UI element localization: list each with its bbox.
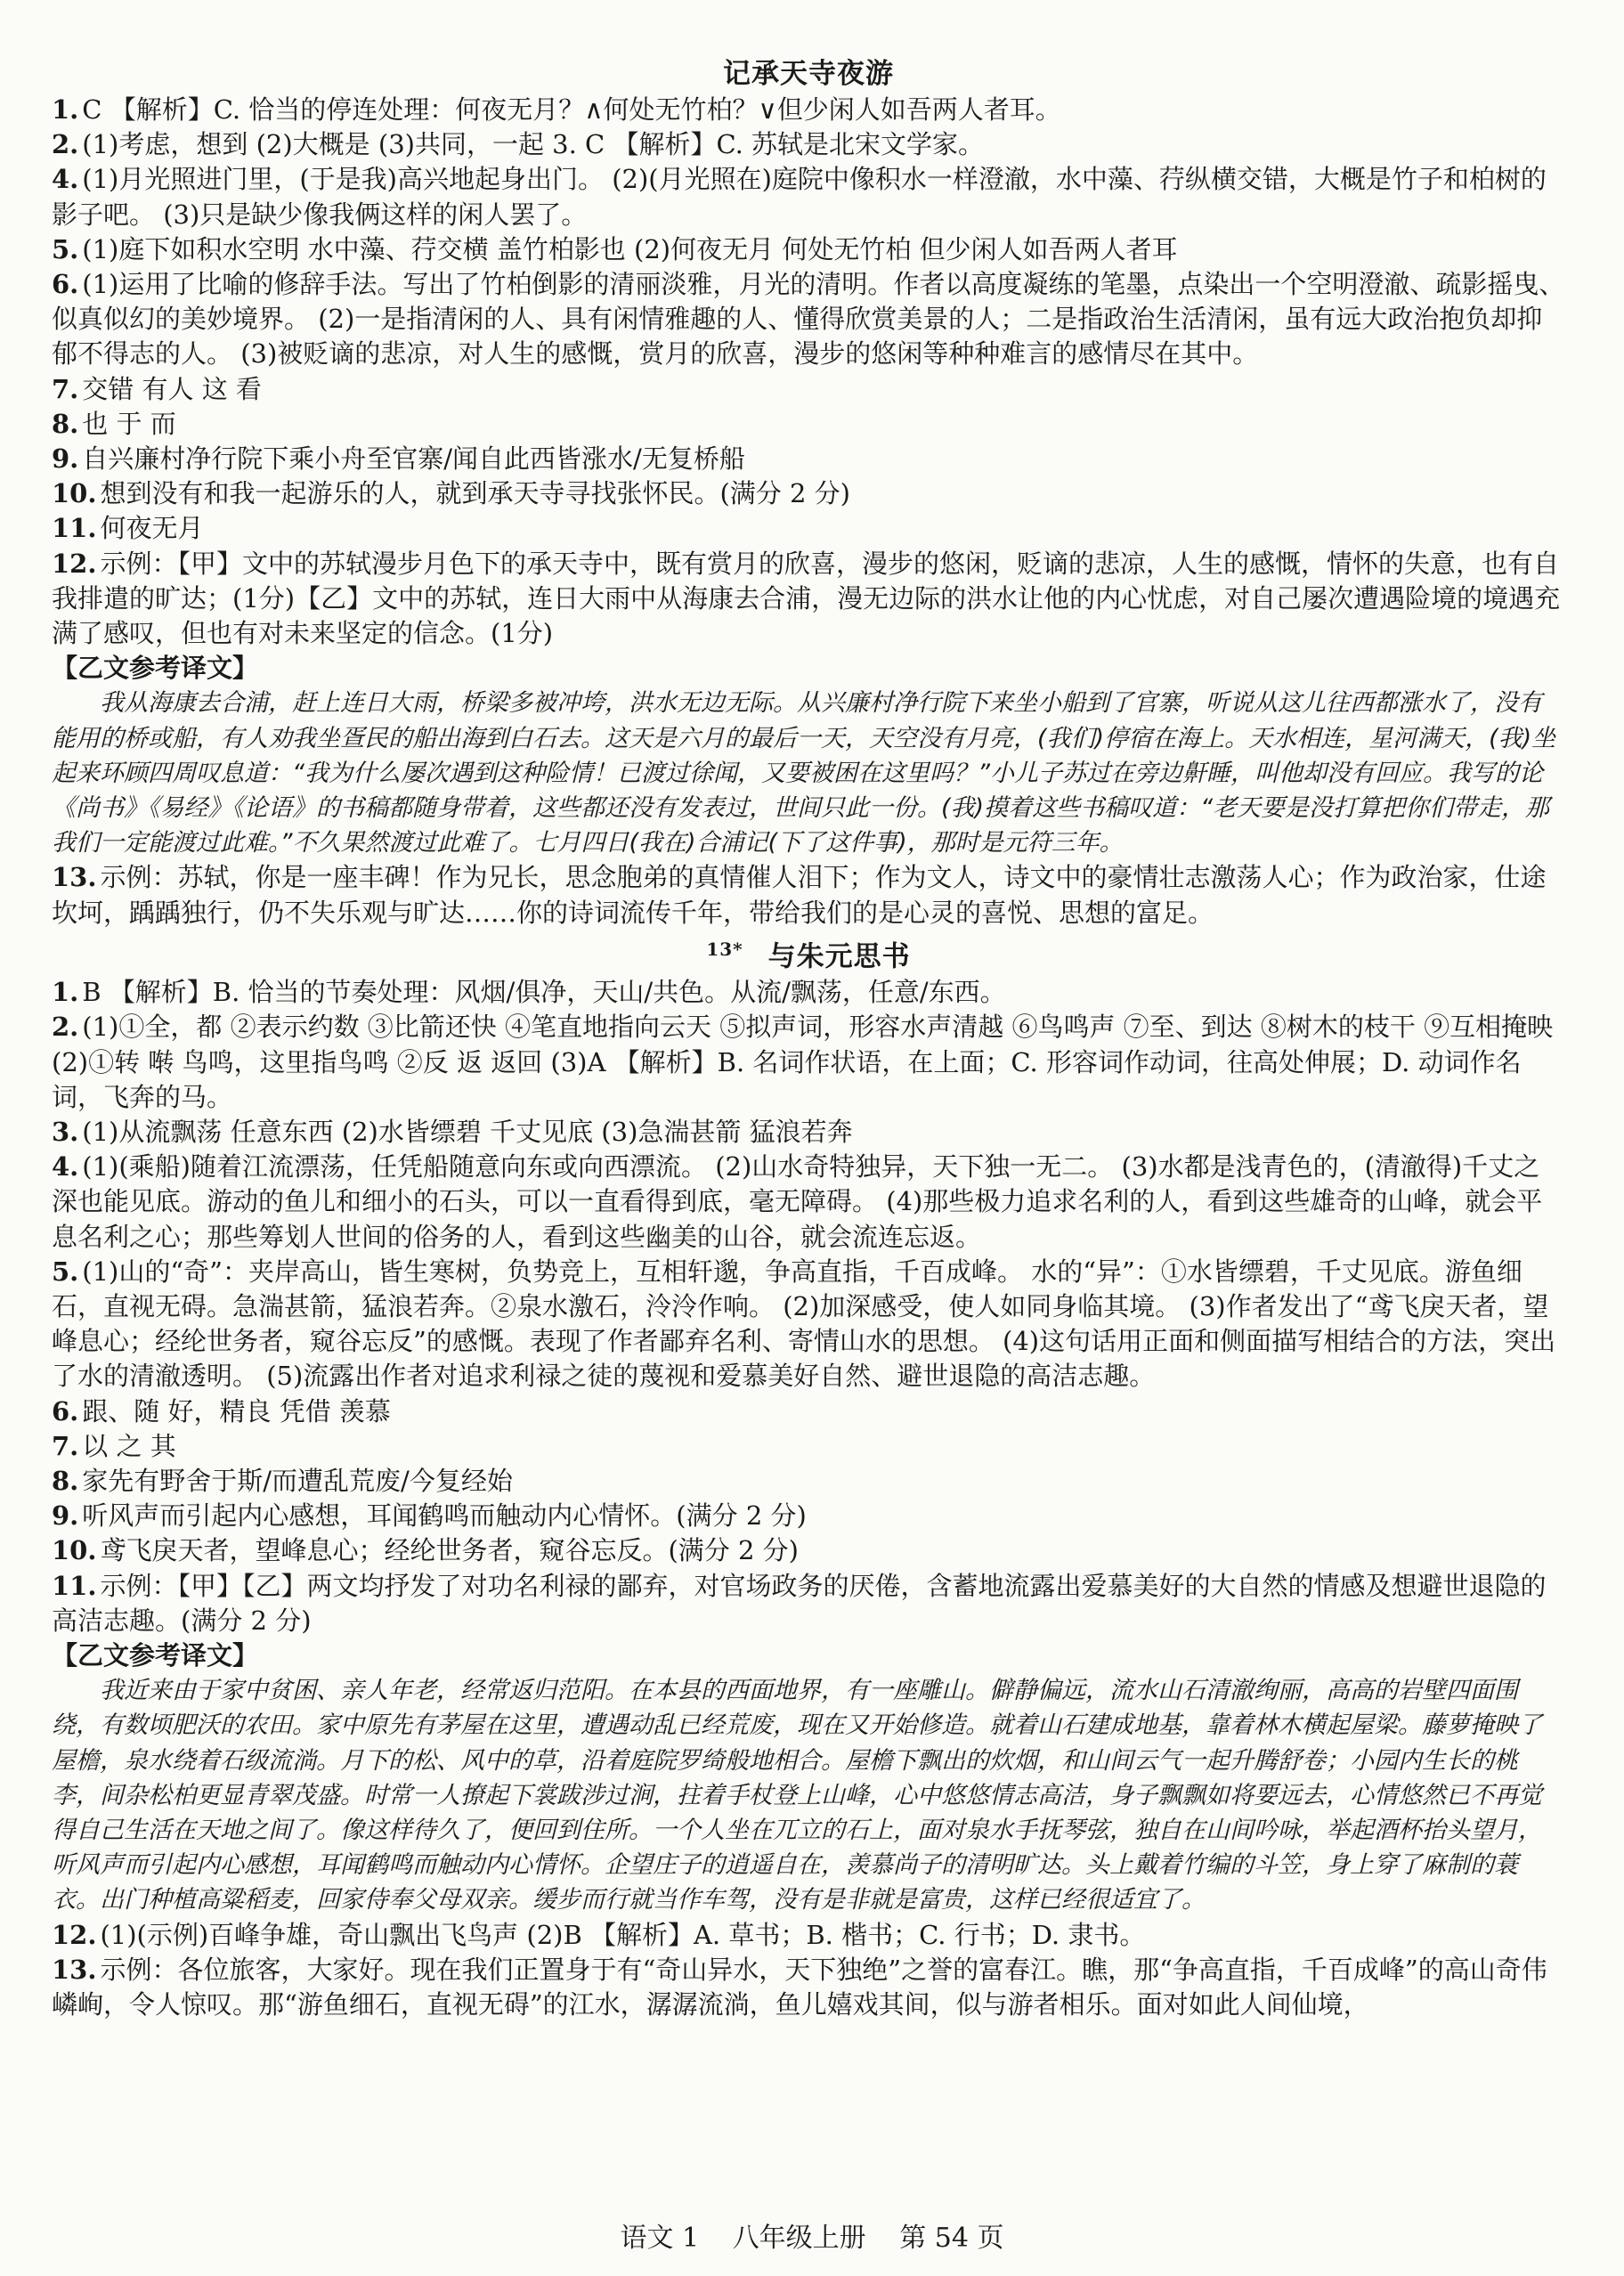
lesson-number: 13* bbox=[706, 938, 743, 960]
answer-item: 13. 示例：各位旅客，大家好。现在我们正置身于有“奇山异水，天下独绝”之誉的富春江。瞧，那“争高直指，千百成峰”的高山奇伟嶙峋，令人惊叹。那“游鱼细石，直视无碍”的江水，潺潺流淌，鱼儿嬉戏其间，似与游者相乐。面对如此人间仙境， bbox=[52, 1954, 1547, 2020]
answer-item: 2. (1)①全，都 ②表示约数 ③比箭还快 ④笔直地指向云天 ⑤拟声词，形容水声清越 ⑥鸟鸣声 ⑦至、到达 ⑧树木的枝干 ⑨互相掩映 (2)①转 啭 鸟鸣，这里指鸟鸣 ②反 返 返回 (3)A 【解析】B. 名词作状语，在上面；C. 形容词作动词，往高处伸展；D. 动词作名词，飞奔的马。 bbox=[52, 1012, 1554, 1112]
answer-item: 11. 何夜无月 bbox=[52, 513, 204, 544]
answer-item: 9. 听风声而引起内心感想，耳闻鹤鸣而触动内心情怀。(满分 2 分) bbox=[52, 1500, 807, 1532]
section-title: 记承天寺夜游 bbox=[723, 58, 894, 90]
answer-item: 2. (1)考虑，想到 (2)大概是 (3)共同，一起 3. C 【解析】C. 苏轼是北宋文学家。 bbox=[52, 129, 985, 160]
answer-item: 12. 示例：【甲】文中的苏轼漫步月色下的承天寺中，既有赏月的欣喜，漫步的悠闲，贬谪的悲凉，人生的感慨，情怀的失意，也有自我排遣的旷达；(1分)【乙】文中的苏轼，连日大雨中从海康去合浦，漫无边际的洪水让他的内心忧虑，对自己屡次遭遇险境的境遇充满了感叹，但也有对未来坚定的信念。(1分) bbox=[52, 548, 1561, 649]
answer-item: 1. C 【解析】C. 恰当的停连处理：何夜无月？∧何处无竹柏？∨但少闲人如吾两人者耳。 bbox=[52, 94, 1061, 125]
answer-list bbox=[52, 975, 1565, 1638]
translation-heading: 【乙文参考译文】 bbox=[52, 653, 259, 684]
answer-item: 6. (1)运用了比喻的修辞手法。写出了竹柏倒影的清丽淡雅，月光的清明。作者以高度凝练的笔墨，点染出一个空明澄澈、疏影摇曳、似真似幻的美妙境界。 (2)一是指清闲的人、具有闲情雅趣的人、懂得欣赏美景的人；二是指政治生活清闲，虽有远大政治抱负却抑郁不得志的人。 (3)被贬谪的悲凉，对人生的感慨，赏月的欣喜，漫步的悠闲等种种难言的感情尽在其中。 bbox=[52, 269, 1565, 370]
footer-page-number: 第 54 页 bbox=[899, 2223, 1004, 2254]
answer-item: 12. (1)(示例)百峰争雄，奇山飘出飞鸟声 (2)B 【解析】A. 草书；B. 楷书；C. 行书；D. 隶书。 bbox=[52, 1919, 1146, 1950]
translation-text: 我从海康去合浦，赶上连日大雨，桥梁多被冲垮，洪水无边无际。从兴廉村净行院下来坐小船到了官寨，听说从这儿往西都涨水了，没有能用的桥或船，有人劝我坐疍民的船出海到白石去。这天是六月的最后一天，天空没有月亮，(我们)停宿在海上。天水相连，星河满天，(我)坐起来环顾四周叹息道：“我为什么屡次遇到这种险情！已渡过徐闻，又要被困在这里吗？”小儿子苏过在旁边鼾睡，叫他却没有回应。我写的论《尚书》《易经》《论语》的书稿都随身带着，这些都还没有发表过，世间只此一份。(我)摸着这些书稿叹道：“老天要是没打算把你们带走，那我们一定能渡过此难。”不久果然渡过此难了。七月四日(我在)合浦记(下了这件事)，那时是元符三年。 bbox=[52, 689, 1556, 858]
answer-item: 10. 想到没有和我一起游乐的人，就到承天寺寻找张怀民。(满分 2 分) bbox=[52, 478, 850, 509]
answer-item: 6. 跟、随 好，精良 凭借 羡慕 bbox=[52, 1395, 391, 1427]
section-title: $^{13*}$ 与朱元思书 bbox=[706, 938, 911, 973]
section-yu-zhu-yuan-si-shu bbox=[52, 931, 1565, 2022]
answer-item: 5. (1)山的“奇”：夹岸高山，皆生寒树，负势竞上，互相轩邈，争高直指，千百成峰。 水的“异”：①水皆缥碧，千丈见底。游鱼细石，直视无碍。急湍甚箭，猛浪若奔。②泉水激石，泠泠作响。 (2)加深感受，使人如同身临其境。 (3)作者发出了“鸢飞戾天者，望峰息心；经纶世务者，窥谷忘反”的感慨。表现了作者鄙弃名利、寄情山水的思想。 (4)这句话用正面和侧面描写相结合的方法，突出了水的清澈透明。 (5)流露出作者对追求利禄之徒的蔑视和爱慕美好自然、避世退隐的高洁志趣。 bbox=[52, 1256, 1556, 1392]
answer-item: 11. 示例：【甲】【乙】两文均抒发了对功名利禄的鄙弃，对官场政务的厌倦，含蓄地流露出爱慕美好的大自然的情感及想避世退隐的高洁志趣。(满分 2 分) bbox=[52, 1570, 1547, 1636]
answer-list bbox=[52, 93, 1565, 651]
section-ji-cheng-tian-si bbox=[52, 55, 1565, 931]
answer-item: 7. 以 之 其 bbox=[52, 1430, 176, 1461]
footer-grade: 八年级上册 bbox=[732, 2223, 866, 2254]
answer-item: 4. (1)月光照进门里，(于是我)高兴地起身出门。 (2)(月光照在)庭院中像积水一样澄澈，水中藻、荇纵横交错，大概是竹子和柏树的影子吧。 (3)只是缺少像我俩这样的闲人罢了。 bbox=[52, 164, 1547, 230]
translation-heading: 【乙文参考译文】 bbox=[52, 1640, 259, 1671]
page-footer bbox=[0, 2215, 1624, 2255]
translation-text: 我近来由于家中贫困、亲人年老，经常返归范阳。在本县的西面地界，有一座雕山。僻静偏远，流水山石清澈绚丽，高高的岩壁四面围绕，有数顷肥沃的农田。家中原先有茅屋在这里，遭遇动乱已经荒废，现在又开始修造。就着山石建成地基，靠着林木横起屋梁。藤萝掩映了屋檐，泉水绕着石级流淌。月下的松、风中的草，沿着庭院罗绮般地相合。屋檐下飘出的炊烟，和山间云气一起升腾舒卷；小园内生长的桃李，间杂松柏更显青翠茂盛。时常一人撩起下裳跋涉过涧，拄着手杖登上山峰，心中悠悠情志高洁，身子飘飘如将要远去，心情悠然已不再觉得自己生活在天地之间了。像这样待久了，便回到住所。一个人坐在兀立的石上，面对泉水手抚琴弦，独自在山间吟咏，举起酒杯抬头望月，听风声而引起内心感想，耳闻鹤鸣而触动内心情怀。企望庄子的逍遥自在，羡慕尚子的清明旷达。头上戴着竹编的斗笠，身上穿了麻制的蓑衣。出门种植高粱稻麦，回家侍奉父母双亲。缓步而行就当作车驾，没有是非就是富贵，这样已经很适宜了。 bbox=[52, 1677, 1542, 1914]
page-content bbox=[52, 55, 1565, 2022]
answer-item: 8. 也 于 而 bbox=[52, 408, 176, 439]
footer-subject: 语文 1 bbox=[620, 2223, 700, 2254]
answer-item: 1. B 【解析】B. 恰当的节奏处理：风烟/俱净，天山/共色。从流/飘荡，任意/东西。 bbox=[52, 977, 1006, 1008]
answer-item: 5. (1)庭下如积水空明 水中藻、荇交横 盖竹柏影也 (2)何夜无月 何处无竹柏 但少闲人如吾两人者耳 bbox=[52, 233, 1178, 264]
answer-item: 8. 家先有野舍于斯/而遭乱荒废/今复经始 bbox=[52, 1466, 513, 1497]
answer-item: 7. 交错 有人 这 看 bbox=[52, 373, 262, 404]
answer-item: 3. (1)从流飘荡 任意东西 (2)水皆缥碧 千丈见底 (3)急湍甚箭 猛浪若奔 bbox=[52, 1117, 853, 1148]
answer-item: 10. 鸢飞戾天者，望峰息心；经纶世务者，窥谷忘反。(满分 2 分) bbox=[52, 1535, 799, 1566]
answer-item: 4. (1)(乘船)随着江流漂荡，任凭船随意向东或向西漂流。 (2)山水奇特独异，天下独一无二。 (3)水都是浅青色的，(清澈得)千丈之深也能见底。游动的鱼儿和细小的石头，可以一直看得到底，毫无障碍。 (4)那些极力追求名利的人，看到这些雄奇的山峰，就会平息名利之心；那些筹划人世间的俗务的人，看到这些幽美的山谷，就会流连忘返。 bbox=[52, 1151, 1543, 1252]
answer-item: 9. 自兴廉村净行院下乘小舟至官寨/闻自此西皆涨水/无复桥船 bbox=[52, 443, 745, 475]
answer-item: 13. 示例：苏轼，你是一座丰碑！作为兄长，思念胞弟的真情催人泪下；作为文人，诗文中的豪情壮志激荡人心；作为政治家，仕途坎坷，踽踽独行，仍不失乐观与旷达……你的诗词流传千年，带给我们的是心灵的喜悦、思想的富足。 bbox=[52, 862, 1547, 928]
